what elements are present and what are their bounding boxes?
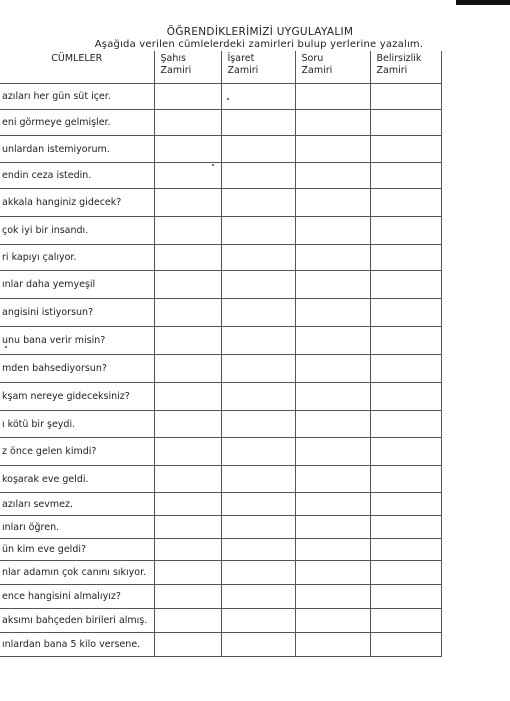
answer-cell-question[interactable] bbox=[295, 633, 370, 657]
answer-cell-indefinite[interactable] bbox=[370, 217, 441, 245]
sentence-cell: çok iyi bir insandı. bbox=[0, 217, 154, 245]
answer-cell-personal[interactable] bbox=[154, 411, 221, 438]
answer-cell-question[interactable] bbox=[295, 110, 370, 136]
answer-cell-personal[interactable] bbox=[154, 84, 221, 110]
sentence-cell: azıları her gün süt içer. bbox=[0, 84, 154, 110]
answer-cell-personal[interactable] bbox=[154, 355, 221, 383]
column-header-personal-pronoun bbox=[154, 51, 221, 84]
table-row bbox=[0, 539, 441, 561]
sentence-cell: unlardan istemiyorum. bbox=[0, 136, 154, 163]
answer-cell-personal[interactable] bbox=[154, 217, 221, 245]
answer-cell-demonstrative[interactable] bbox=[221, 245, 295, 271]
table-row bbox=[0, 163, 441, 189]
sentence-cell: kşam nereye gideceksiniz? bbox=[0, 383, 154, 411]
answer-cell-personal[interactable] bbox=[154, 245, 221, 271]
answer-cell-personal[interactable] bbox=[154, 493, 221, 516]
pronoun-table bbox=[0, 51, 442, 657]
answer-cell-question[interactable] bbox=[295, 327, 370, 355]
sentence-cell: eni görmeye gelmişler. bbox=[0, 110, 154, 136]
answer-cell-indefinite[interactable] bbox=[370, 585, 441, 609]
answer-cell-question[interactable] bbox=[295, 136, 370, 163]
answer-cell-indefinite[interactable] bbox=[370, 633, 441, 657]
scan-speck bbox=[5, 346, 7, 348]
answer-cell-personal[interactable] bbox=[154, 516, 221, 539]
answer-cell-indefinite[interactable] bbox=[370, 327, 441, 355]
answer-cell-demonstrative[interactable] bbox=[221, 271, 295, 299]
answer-cell-demonstrative[interactable] bbox=[221, 136, 295, 163]
column-header-question-pronoun bbox=[295, 51, 370, 84]
answer-cell-demonstrative[interactable] bbox=[221, 189, 295, 217]
answer-cell-indefinite[interactable] bbox=[370, 539, 441, 561]
table-header-row bbox=[0, 51, 441, 84]
table-row bbox=[0, 136, 441, 163]
table-row bbox=[0, 217, 441, 245]
answer-cell-demonstrative[interactable] bbox=[221, 438, 295, 466]
answer-cell-personal[interactable] bbox=[154, 633, 221, 657]
answer-cell-demonstrative[interactable] bbox=[221, 633, 295, 657]
table-row bbox=[0, 561, 441, 585]
answer-cell-demonstrative[interactable] bbox=[221, 110, 295, 136]
column-header-line: Şahıs bbox=[160, 53, 186, 64]
answer-cell-demonstrative[interactable] bbox=[221, 585, 295, 609]
answer-cell-indefinite[interactable] bbox=[370, 438, 441, 466]
answer-cell-personal[interactable] bbox=[154, 539, 221, 561]
answer-cell-indefinite[interactable] bbox=[370, 411, 441, 438]
sentence-cell: nlar adamın çok canını sıkıyor. bbox=[0, 561, 154, 585]
table-row bbox=[0, 585, 441, 609]
sentence-cell: ence hangisini almalıyız? bbox=[0, 585, 154, 609]
sentence-cell: endin ceza istedin. bbox=[0, 163, 154, 189]
column-header-sentences: CÜMLELER bbox=[0, 51, 154, 84]
answer-cell-personal[interactable] bbox=[154, 163, 221, 189]
table-row bbox=[0, 516, 441, 539]
answer-cell-question[interactable] bbox=[295, 585, 370, 609]
answer-cell-personal[interactable] bbox=[154, 383, 221, 411]
table-row bbox=[0, 245, 441, 271]
answer-cell-personal[interactable] bbox=[154, 561, 221, 585]
column-header-line: Soru bbox=[301, 53, 324, 64]
column-header-line: Zamiri bbox=[376, 65, 408, 76]
column-header-line: İşaret bbox=[227, 53, 255, 64]
scan-speck bbox=[212, 164, 214, 166]
worksheet-title: ÖĞRENDİKLERİMİZİ UYGULAYALIM bbox=[166, 26, 354, 38]
scan-edge-mark bbox=[456, 0, 510, 5]
scan-speck bbox=[227, 98, 229, 100]
answer-cell-question[interactable] bbox=[295, 411, 370, 438]
answer-cell-indefinite[interactable] bbox=[370, 561, 441, 585]
answer-cell-indefinite[interactable] bbox=[370, 136, 441, 163]
answer-cell-question[interactable] bbox=[295, 355, 370, 383]
answer-cell-personal[interactable] bbox=[154, 327, 221, 355]
answer-cell-personal[interactable] bbox=[154, 271, 221, 299]
column-header-demonstrative-pronoun bbox=[221, 51, 295, 84]
answer-cell-demonstrative[interactable] bbox=[221, 355, 295, 383]
answer-cell-indefinite[interactable] bbox=[370, 516, 441, 539]
answer-cell-demonstrative[interactable] bbox=[221, 383, 295, 411]
sentence-cell: unu bana verir misin? bbox=[0, 327, 154, 355]
sentence-cell: koşarak eve geldi. bbox=[0, 466, 154, 493]
answer-cell-question[interactable] bbox=[295, 84, 370, 110]
answer-cell-demonstrative[interactable] bbox=[221, 493, 295, 516]
answer-cell-question[interactable] bbox=[295, 189, 370, 217]
sentence-cell: ınlardan bana 5 kilo versene. bbox=[0, 633, 154, 657]
answer-cell-demonstrative[interactable] bbox=[221, 327, 295, 355]
table-row bbox=[0, 383, 441, 411]
table-row bbox=[0, 189, 441, 217]
answer-cell-demonstrative[interactable] bbox=[221, 84, 295, 110]
answer-cell-demonstrative[interactable] bbox=[221, 411, 295, 438]
answer-cell-demonstrative[interactable] bbox=[221, 516, 295, 539]
column-header-line: Zamiri bbox=[301, 65, 333, 76]
answer-cell-personal[interactable] bbox=[154, 438, 221, 466]
table-row bbox=[0, 466, 441, 493]
answer-cell-demonstrative[interactable] bbox=[221, 561, 295, 585]
answer-cell-question[interactable] bbox=[295, 299, 370, 327]
answer-cell-personal[interactable] bbox=[154, 299, 221, 327]
answer-cell-personal[interactable] bbox=[154, 609, 221, 633]
sentence-cell: aksımı bahçeden birileri almış. bbox=[0, 609, 154, 633]
answer-cell-demonstrative[interactable] bbox=[221, 466, 295, 493]
sentence-cell: angisini istiyorsun? bbox=[0, 299, 154, 327]
answer-cell-demonstrative[interactable] bbox=[221, 299, 295, 327]
column-header-indefinite-pronoun bbox=[370, 51, 441, 84]
answer-cell-question[interactable] bbox=[295, 609, 370, 633]
answer-cell-indefinite[interactable] bbox=[370, 189, 441, 217]
worksheet-instruction: Aşağıda verilen cümlelerdeki zamirleri bulup yerlerine yazalım. bbox=[94, 39, 424, 50]
answer-cell-personal[interactable] bbox=[154, 110, 221, 136]
answer-cell-indefinite[interactable] bbox=[370, 110, 441, 136]
answer-cell-indefinite[interactable] bbox=[370, 355, 441, 383]
answer-cell-question[interactable] bbox=[295, 516, 370, 539]
table-row bbox=[0, 84, 441, 110]
answer-cell-question[interactable] bbox=[295, 383, 370, 411]
answer-cell-indefinite[interactable] bbox=[370, 466, 441, 493]
table-body bbox=[0, 84, 441, 657]
sentence-cell: z önce gelen kimdi? bbox=[0, 438, 154, 466]
table-row bbox=[0, 633, 441, 657]
answer-cell-indefinite[interactable] bbox=[370, 493, 441, 516]
answer-cell-indefinite[interactable] bbox=[370, 163, 441, 189]
answer-cell-question[interactable] bbox=[295, 245, 370, 271]
answer-cell-question[interactable] bbox=[295, 271, 370, 299]
column-header-line: Zamiri bbox=[227, 65, 259, 76]
answer-cell-personal[interactable] bbox=[154, 136, 221, 163]
table-row bbox=[0, 271, 441, 299]
table-row bbox=[0, 411, 441, 438]
sentence-cell: ınları öğren. bbox=[0, 516, 154, 539]
answer-cell-personal[interactable] bbox=[154, 585, 221, 609]
answer-cell-question[interactable] bbox=[295, 163, 370, 189]
answer-cell-question[interactable] bbox=[295, 561, 370, 585]
answer-cell-demonstrative[interactable] bbox=[221, 609, 295, 633]
answer-cell-indefinite[interactable] bbox=[370, 245, 441, 271]
table-row bbox=[0, 438, 441, 466]
answer-cell-indefinite[interactable] bbox=[370, 84, 441, 110]
sentence-cell: mden bahsediyorsun? bbox=[0, 355, 154, 383]
answer-cell-question[interactable] bbox=[295, 217, 370, 245]
answer-cell-demonstrative[interactable] bbox=[221, 163, 295, 189]
sentence-cell: azıları sevmez. bbox=[0, 493, 154, 516]
answer-cell-question[interactable] bbox=[295, 466, 370, 493]
column-header-line: Belirsizlik bbox=[376, 53, 422, 64]
table-row bbox=[0, 327, 441, 355]
sentence-cell: ri kapıyı çalıyor. bbox=[0, 245, 154, 271]
table-row bbox=[0, 355, 441, 383]
answer-cell-demonstrative[interactable] bbox=[221, 217, 295, 245]
answer-cell-personal[interactable] bbox=[154, 189, 221, 217]
answer-cell-indefinite[interactable] bbox=[370, 383, 441, 411]
answer-cell-question[interactable] bbox=[295, 493, 370, 516]
answer-cell-indefinite[interactable] bbox=[370, 299, 441, 327]
sentence-cell: ı kötü bir şeydi. bbox=[0, 411, 154, 438]
sentence-cell: akkala hanginiz gidecek? bbox=[0, 189, 154, 217]
answer-cell-question[interactable] bbox=[295, 438, 370, 466]
table-row bbox=[0, 299, 441, 327]
answer-cell-personal[interactable] bbox=[154, 466, 221, 493]
sentence-cell: ınlar daha yemyeşil bbox=[0, 271, 154, 299]
answer-cell-question[interactable] bbox=[295, 539, 370, 561]
answer-cell-demonstrative[interactable] bbox=[221, 539, 295, 561]
answer-cell-indefinite[interactable] bbox=[370, 271, 441, 299]
sentence-cell: ün kim eve geldi? bbox=[0, 539, 154, 561]
table-row bbox=[0, 493, 441, 516]
answer-cell-indefinite[interactable] bbox=[370, 609, 441, 633]
column-header-line: Zamiri bbox=[160, 65, 192, 76]
table-row bbox=[0, 609, 441, 633]
table-row bbox=[0, 110, 441, 136]
